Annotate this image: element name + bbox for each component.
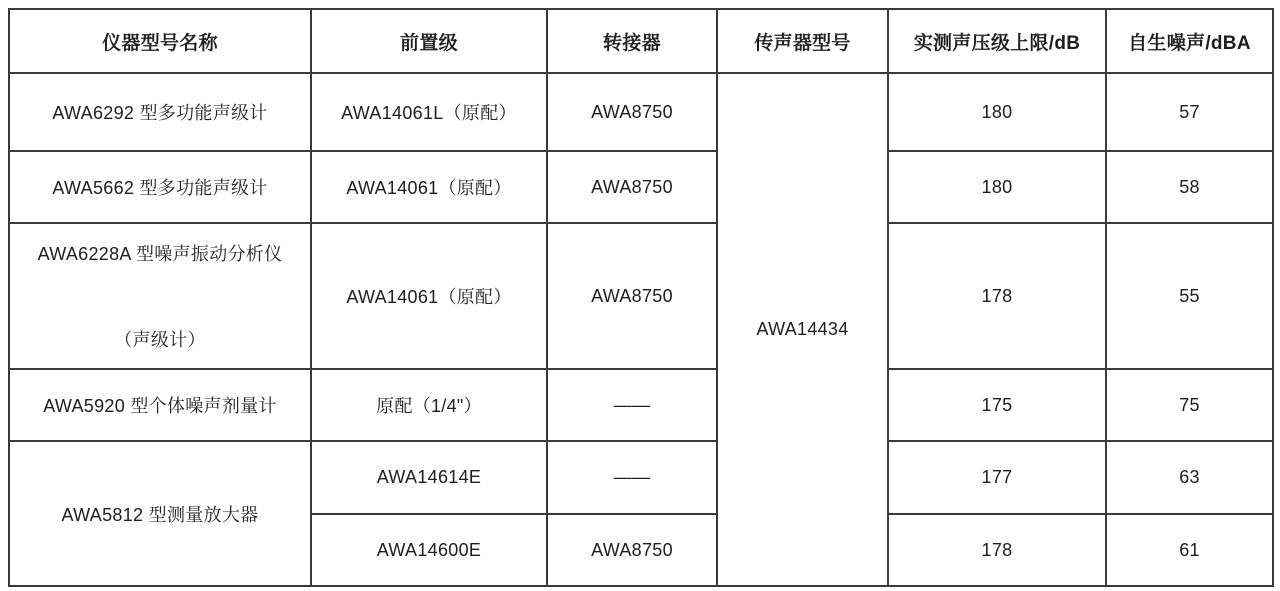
adapter-cell: AWA8750 (547, 151, 717, 223)
table-header (9, 9, 1273, 73)
adapter-cell: —— (547, 441, 717, 514)
preamp-cell: AWA14614E (311, 441, 547, 514)
header-instrument: 仪器型号名称 (9, 9, 311, 73)
spl-limit-cell: 180 (888, 73, 1106, 151)
adapter-cell: AWA8750 (547, 73, 717, 151)
table-row (9, 441, 1273, 514)
self-noise-cell: 61 (1106, 514, 1273, 586)
table-row (9, 369, 1273, 441)
preamp-cell: 原配（1/4"） (311, 369, 547, 441)
spl-limit-cell: 175 (888, 369, 1106, 441)
table-row (9, 151, 1273, 223)
spl-limit-cell: 178 (888, 223, 1106, 369)
spl-limit-cell: 180 (888, 151, 1106, 223)
self-noise-cell: 57 (1106, 73, 1273, 151)
header-row (9, 9, 1273, 73)
table-row (9, 223, 1273, 369)
preamp-cell: AWA14061L（原配） (311, 73, 547, 151)
preamp-cell: AWA14061（原配） (311, 223, 547, 369)
microphone-model-cell: AWA14434 (717, 73, 888, 586)
instrument-cell: AWA5920 型个体噪声剂量计 (9, 369, 311, 441)
table-row (9, 73, 1273, 151)
self-noise-cell: 55 (1106, 223, 1273, 369)
adapter-cell: AWA8750 (547, 223, 717, 369)
instrument-cell (9, 223, 311, 369)
adapter-cell: AWA8750 (547, 514, 717, 586)
spl-limit-cell: 177 (888, 441, 1106, 514)
instrument-spec-table (8, 8, 1274, 587)
instrument-name-line2: （声级计） (114, 330, 206, 350)
instrument-cell: AWA5662 型多功能声级计 (9, 151, 311, 223)
header-self-noise: 自生噪声/dBA (1106, 9, 1273, 73)
preamp-cell: AWA14600E (311, 514, 547, 586)
header-microphone: 传声器型号 (717, 9, 888, 73)
spl-limit-cell: 178 (888, 514, 1106, 586)
self-noise-cell: 63 (1106, 441, 1273, 514)
instrument-cell: AWA5812 型测量放大器 (9, 441, 311, 586)
self-noise-cell: 58 (1106, 151, 1273, 223)
adapter-cell: —— (547, 369, 717, 441)
instrument-cell: AWA6292 型多功能声级计 (9, 73, 311, 151)
header-preamp: 前置级 (311, 9, 547, 73)
header-spl-limit: 实测声压级上限/dB (888, 9, 1106, 73)
instrument-name-line1: AWA6228A 型噪声振动分析仪 (37, 244, 283, 264)
self-noise-cell: 75 (1106, 369, 1273, 441)
preamp-cell: AWA14061（原配） (311, 151, 547, 223)
header-adapter: 转接器 (547, 9, 717, 73)
